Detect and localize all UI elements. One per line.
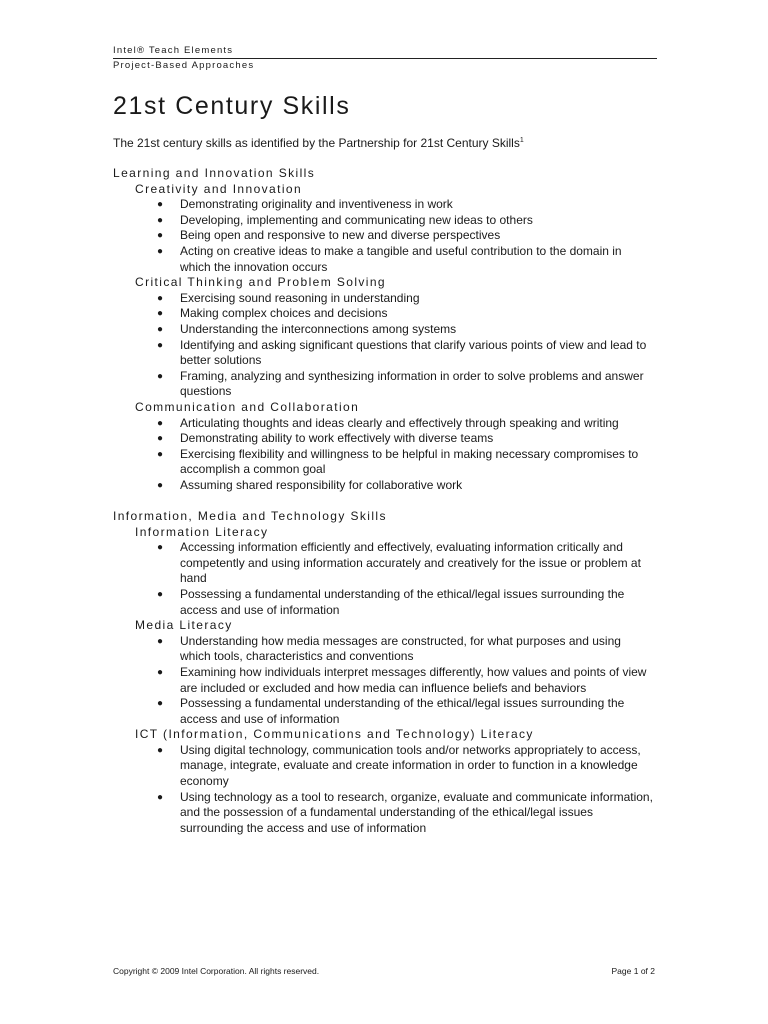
list-item-text: Accessing information efficiently and effectively, evaluating information critically and competently and using information accurately and creatively for the issue or problem at hand <box>180 540 641 586</box>
list-item <box>113 587 653 618</box>
bullet-icon: ● <box>157 588 164 600</box>
bullet-icon: ● <box>157 479 164 491</box>
bullet-icon: ● <box>157 433 164 445</box>
copyright-notice: Copyright © 2009 Intel Corporation. All rights reserved. <box>113 966 320 976</box>
list-item-text: Examining how individuals interpret messages differently, how values and points of view are included or excluded and how media can influence beliefs and behaviors <box>180 664 647 695</box>
list-item <box>113 338 653 369</box>
bullet-list <box>113 634 653 728</box>
bullet-icon: ● <box>157 370 164 382</box>
list-item <box>113 244 653 275</box>
bullet-icon: ● <box>157 214 164 226</box>
subsection-heading: Critical Thinking and Problem Solving <box>135 275 387 290</box>
bullet-icon: ● <box>157 417 164 429</box>
bullet-icon: ● <box>157 698 164 710</box>
skills-content <box>113 166 653 836</box>
bullet-icon: ● <box>157 292 164 304</box>
list-item <box>113 322 653 338</box>
list-item-text: Articulating thoughts and ideas clearly and effectively through speaking and writing <box>180 415 619 430</box>
bullet-icon: ● <box>157 323 164 335</box>
page-number: Page 1 of 2 <box>611 966 655 976</box>
list-item-text: Making complex choices and decisions <box>180 306 388 321</box>
list-item <box>113 447 653 478</box>
list-item-text: Understanding how media messages are constructed, for what purposes and using which tools, characteristics and conventions <box>180 633 621 664</box>
list-item <box>113 197 653 213</box>
subsection-heading: ICT (Information, Communications and Technology) Literacy <box>135 727 534 742</box>
bullet-icon: ● <box>157 542 164 554</box>
bullet-list <box>113 416 653 494</box>
intro-paragraph <box>113 135 653 151</box>
list-item <box>113 665 653 696</box>
list-item-text: Acting on creative ideas to make a tangible and useful contribution to the domain in which the innovation occurs <box>180 243 622 274</box>
list-item-text: Possessing a fundamental understanding of the ethical/legal issues surrounding the access and use of information <box>180 696 625 726</box>
bullet-icon: ● <box>157 199 164 211</box>
list-item-text: Identifying and asking significant questions that clarify various points of view and lead to better solutions <box>180 337 647 368</box>
list-item <box>113 790 653 837</box>
list-item <box>113 291 653 307</box>
bullet-list <box>113 743 653 837</box>
bullet-icon: ● <box>157 448 164 460</box>
header-module-title: Project-Based Approaches <box>113 60 255 71</box>
list-item <box>113 369 653 400</box>
skills-section <box>113 509 653 836</box>
header-divider <box>113 58 657 59</box>
list-item-text: Being open and responsive to new and diverse perspectives <box>180 228 501 243</box>
list-item-text: Understanding the interconnections among systems <box>180 321 457 336</box>
list-item-text: Exercising flexibility and willingness to be helpful in making necessary compromises to accomplish a common goal <box>180 446 639 477</box>
page-title: 21st Century Skills <box>113 92 351 120</box>
section-heading: Information, Media and Technology Skills <box>113 508 387 523</box>
list-item-text: Possessing a fundamental understanding of the ethical/legal issues surrounding the access and use of information <box>180 586 625 617</box>
bullet-icon: ● <box>157 666 164 678</box>
bullet-icon: ● <box>157 635 164 647</box>
list-item <box>113 743 653 790</box>
section-heading: Learning and Innovation Skills <box>113 166 316 180</box>
page-header <box>113 45 657 72</box>
bullet-list <box>113 197 653 275</box>
bullet-icon: ● <box>157 744 164 756</box>
list-item-text: Demonstrating originality and inventiveness in work <box>180 197 453 212</box>
footnote-marker: 1 <box>519 137 524 144</box>
list-item <box>113 634 653 665</box>
list-item-text: Exercising sound reasoning in understanding <box>180 290 420 305</box>
bullet-icon: ● <box>157 230 164 242</box>
subsection-heading: Creativity and Innovation <box>135 181 303 196</box>
bullet-list <box>113 540 653 618</box>
list-item <box>113 228 653 244</box>
list-item <box>113 431 653 447</box>
list-item-text: Using technology as a tool to research, organize, evaluate and communicate information, and the possession of a fundamental understanding of the ethical/legal issues surrounding the access and use of information <box>180 789 653 835</box>
list-item-text: Framing, analyzing and synthesizing information in order to solve problems and answer questions <box>180 368 644 399</box>
list-item-text: Demonstrating ability to work effectively with diverse teams <box>180 431 494 446</box>
list-item <box>113 306 653 322</box>
header-series-title: Intel® Teach Elements <box>113 45 234 56</box>
subsection-heading: Information Literacy <box>135 524 269 539</box>
list-item <box>113 416 653 432</box>
subsection-heading: Media Literacy <box>135 618 233 633</box>
skills-section <box>113 166 653 493</box>
bullet-icon: ● <box>157 339 164 351</box>
list-item <box>113 213 653 229</box>
subsection-heading: Communication and Collaboration <box>135 399 360 414</box>
intro-text: The 21st century skills as identified by the Partnership for 21st Century Skills <box>113 136 520 150</box>
list-item-text: Using digital technology, communication tools and/or networks appropriately to access, manage, integrate, evaluate and create information in order to function in a knowledge economy <box>180 742 641 789</box>
bullet-list <box>113 291 653 400</box>
bullet-icon: ● <box>157 308 164 320</box>
list-item-text: Developing, implementing and communicating new ideas to others <box>180 212 533 227</box>
bullet-icon: ● <box>157 245 164 257</box>
list-item <box>113 478 653 494</box>
list-item <box>113 696 653 727</box>
bullet-icon: ● <box>157 791 164 803</box>
list-item <box>113 540 653 587</box>
list-item-text: Assuming shared responsibility for collaborative work <box>180 477 463 492</box>
